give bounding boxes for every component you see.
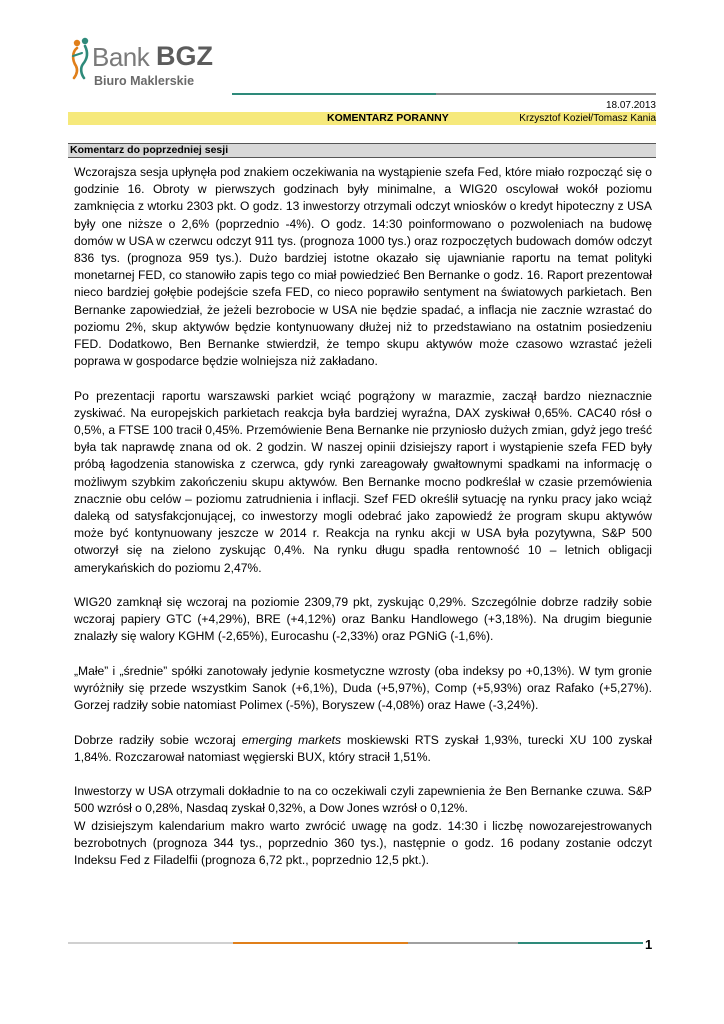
paragraph-5 — [74, 732, 652, 766]
report-date: 18.07.2013 — [605, 100, 656, 111]
footer-divider-light — [68, 942, 233, 944]
paragraph-1: Wczorajsza sesja upłynęła pod znakiem oczekiwania na wystąpienie szefa Fed, które miało rozpocząć się o godzinie 16. Obroty w pierwszych godzinach były minimalne, a WIG20 oscylował wokół poziomu zamknięcia z wtorku 2303 pkt. O godz. 13 inwestorzy otrzymali odczyt wniosków o kredyt hipoteczny z USA były one niższe o 2,6% (poprzednio -4%). O godz. 14:30 poinformowano o pozwoleniach na budowę domów w USA w czerwcu odczyt 911 tys. (prognoza 1000 tys.) oraz rozpoczętych budowach domów odczyt 836 tys. (prognoza 959 tys.). Dużo bardziej istotne okazało się ujawnianie raportu na temat polityki monetarnej FED, co stanowiło zapis tego co miał powiedzieć Ben Bernanke o godz. 16. Raport prezentował nieco bardziej gołębie podejście szefa FED, co nieco poprawiło sentyment na światowych parkietach. Ben Bernanke zapowiedział, że jeżeli bezrobocie w USA nie będzie spadać, a inflacja nie zacznie wzrastać do poziomu 2%, skup aktywów będzie kontynuowany dłużej niż to przedstawiano na ostatnim posiedzeniu FED. Dodatkowo, Ben Bernanke stwierdził, że tempo skupu aktywów może czasowo wzrastać jeżeli poprawa w gospodarce będzie wolniejsza niż zakładano. — [74, 165, 652, 369]
paragraph-3: WIG20 zamknął się wczoraj na poziomie 2309,79 pkt, zyskując 0,29%. Szczególnie dobrze radziły sobie wczoraj papiery GTC (+4,29%), BRE (+4,12%) oraz Banku Handlowego (+3,18%). Na drugim biegunie znalazły się walory KGHM (-2,65%), Eurocashu (-2,33%) oraz PGNiG (-1,6%). — [74, 595, 652, 644]
paragraph-5-start: Dobrze radziły sobie wczoraj — [74, 732, 242, 747]
paragraph-5-emphasis: emerging markets — [241, 732, 342, 747]
paragraph-7: W dzisiejszym kalendarium makro warto zwrócić uwagę na godz. 14:30 i liczbę nowozarejestrowanych bezrobotnych (prognoza 344 tys., poprzednio 360 tys.), następnie o godz. 16 podany zostanie odczyt Indeksu Fed z Filadelfii (prognoza 6,72 pkt., poprzednio 12,5 pkt.). — [74, 818, 652, 868]
figure-logo-icon — [68, 36, 94, 80]
paragraph-2: Po prezentacji raportu warszawski parkiet wciąć pogrążony w marazmie, zaczął bardzo nieznacznie zyskiwać. Na europejskich parkietach reakcja była bardziej wyraźna, DAX zyskiwał 0,65%. CAC40 rósł o 0,5%, a FTSE 100 tracił 0,45%. Przemówienie Bena Bernanke nie przyniosło dużych zmian, gdyż jego treść była tak naprawdę znana od ok. 2 godzin. W naszej opinii dzisiejszy raport i wystąpienie szefa FED były próbą łagodzenia stanowiska z czerwca, gdy rynki zareagowały gwałtownymi spadkami na informację o możliwym szybkim zakończeniu skupu aktywów. Ben Bernanke mocno podkreślał w czasie przemówienia znacznie obu celów – poziomu zatrudnienia i inflacji. Szef FED określił sytuację na rynku pracy jako wciąż daleką od satysfakcjonującej, co inwestorzy mogli odebrać jako zapowiedź że program skupu aktywów może być kontynuowany jeszcze w 2014 r. Reakcja na rynku akcji w USA była pozytywna, S&P 500 otworzył się na zielono zyskując 0,4%. Na rynku długu spadła rentowność 10 – letnich obligacji amerykańskich do poziomu 2,47%. — [74, 388, 652, 575]
report-authors: Krzysztof Kozieł/Tomasz Kania — [519, 113, 656, 124]
logo-subtitle: Biuro Maklerskie — [94, 74, 195, 88]
header-divider-gray — [436, 93, 656, 95]
article-body — [74, 164, 652, 869]
paragraph-4: „Małe” i „średnie” spółki zanotowały jedynie kosmetyczne wzrosty (oba indeksy po +0,13%). W tym gronie wyróżniły się przede wszystkim Sanok (+6,1%), Duda (+5,97%), Comp (+5,93%) oraz Rafako (+5,27%). Gorzej radziły sobie natomiast Polimex (-5%), Boryszew (-4,08%) oraz Hawe (-3,24%). — [74, 663, 652, 713]
footer-divider-gray — [408, 942, 518, 944]
bank-logo — [68, 36, 228, 92]
footer-divider-green — [518, 942, 643, 944]
logo-bank-text: Bank — [92, 42, 150, 72]
report-title: KOMENTARZ PORANNY — [327, 112, 449, 124]
paragraph-6: Inwestorzy w USA otrzymali dokładnie to na co oczekiwali czyli zapewnienia że Ben Bernanke czuwa. S&P 500 wzrósł o 0,28%, Nasdaq zyskał 0,32%, a Dow Jones wzrósł o 0,12%. — [74, 784, 652, 816]
page-number: 1 — [645, 937, 653, 952]
logo-bgz-text: BGZ — [156, 41, 213, 71]
header-divider-green — [232, 93, 436, 95]
section-title: Komentarz do poprzedniej sesji — [70, 144, 229, 156]
paragraph-5-end: moskiewski RTS zyskał 1,93%, turecki XU 100 zyskał 1,84%. Rozczarował natomiast węgierski BUX, który stracił 1,51%. — [74, 732, 652, 764]
footer-divider-orange — [233, 942, 408, 944]
